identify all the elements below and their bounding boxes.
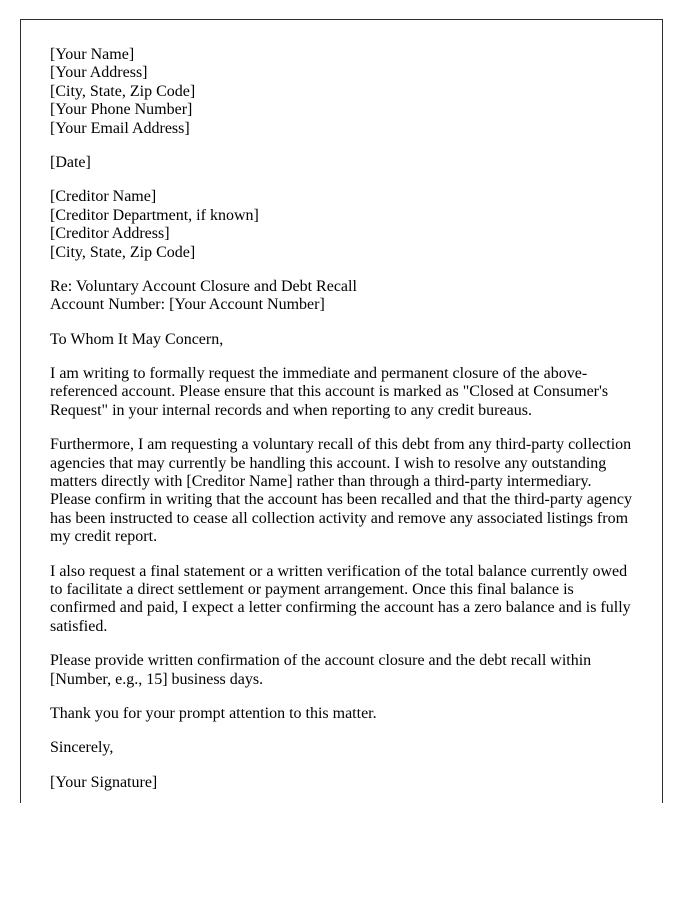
recipient-address: [Creditor Address] bbox=[50, 225, 170, 243]
recipient-city-state-zip: [City, State, Zip Code] bbox=[50, 243, 196, 261]
sender-email: [Your Email Address] bbox=[50, 119, 190, 137]
sender-city-state-zip: [City, State, Zip Code] bbox=[50, 82, 196, 100]
body-paragraph-1: I am writing to formally request the immediate and permanent closure of the above-referenced account. Please ensure that this account is marked as "Closed at Consumer's Request" in your internal records and when reporting to any credit bureaus. bbox=[50, 365, 609, 419]
subject-re-line: Re: Voluntary Account Closure and Debt Recall bbox=[50, 277, 357, 295]
sender-phone: [Your Phone Number] bbox=[50, 101, 193, 119]
letter-page bbox=[20, 19, 663, 803]
sender-block bbox=[50, 46, 634, 138]
sender-address: [Your Address] bbox=[50, 64, 148, 82]
recipient-department: [Creditor Department, if known] bbox=[50, 206, 259, 224]
recipient-name: [Creditor Name] bbox=[50, 188, 157, 206]
subject-account-line: Account Number: [Your Account Number] bbox=[50, 296, 325, 314]
body-paragraph-2: Furthermore, I am requesting a voluntary recall of this debt from any third-party collection agencies that may currently be handling this account. I wish to resolve any outstanding matters directly with [Creditor Name] rather than through a third-party intermediary. Please confirm in writing that the account has been recalled and that the third-party agency has been instructed to cease all collection activity and remove any associated listings from my credit report. bbox=[50, 436, 632, 546]
body-paragraph-4: Please provide written confirmation of the account closure and the debt recall within [Number, e.g., 15] business days. bbox=[50, 652, 592, 688]
date-line: [Date] bbox=[50, 153, 91, 171]
body-paragraph-3: I also request a final statement or a written verification of the total balance currently owed to facilitate a direct settlement or payment arrangement. Once this final balance is confirmed and paid, I expect a letter confirming the account has a zero balance and is fully satisfied. bbox=[50, 562, 631, 635]
closing: Sincerely, bbox=[50, 739, 114, 757]
sender-name: [Your Name] bbox=[50, 46, 135, 63]
recipient-block bbox=[50, 188, 634, 262]
subject-block bbox=[50, 278, 634, 315]
salutation: To Whom It May Concern, bbox=[50, 330, 224, 348]
signature-placeholder: [Your Signature] bbox=[50, 773, 158, 791]
body-paragraph-5: Thank you for your prompt attention to this matter. bbox=[50, 704, 377, 722]
